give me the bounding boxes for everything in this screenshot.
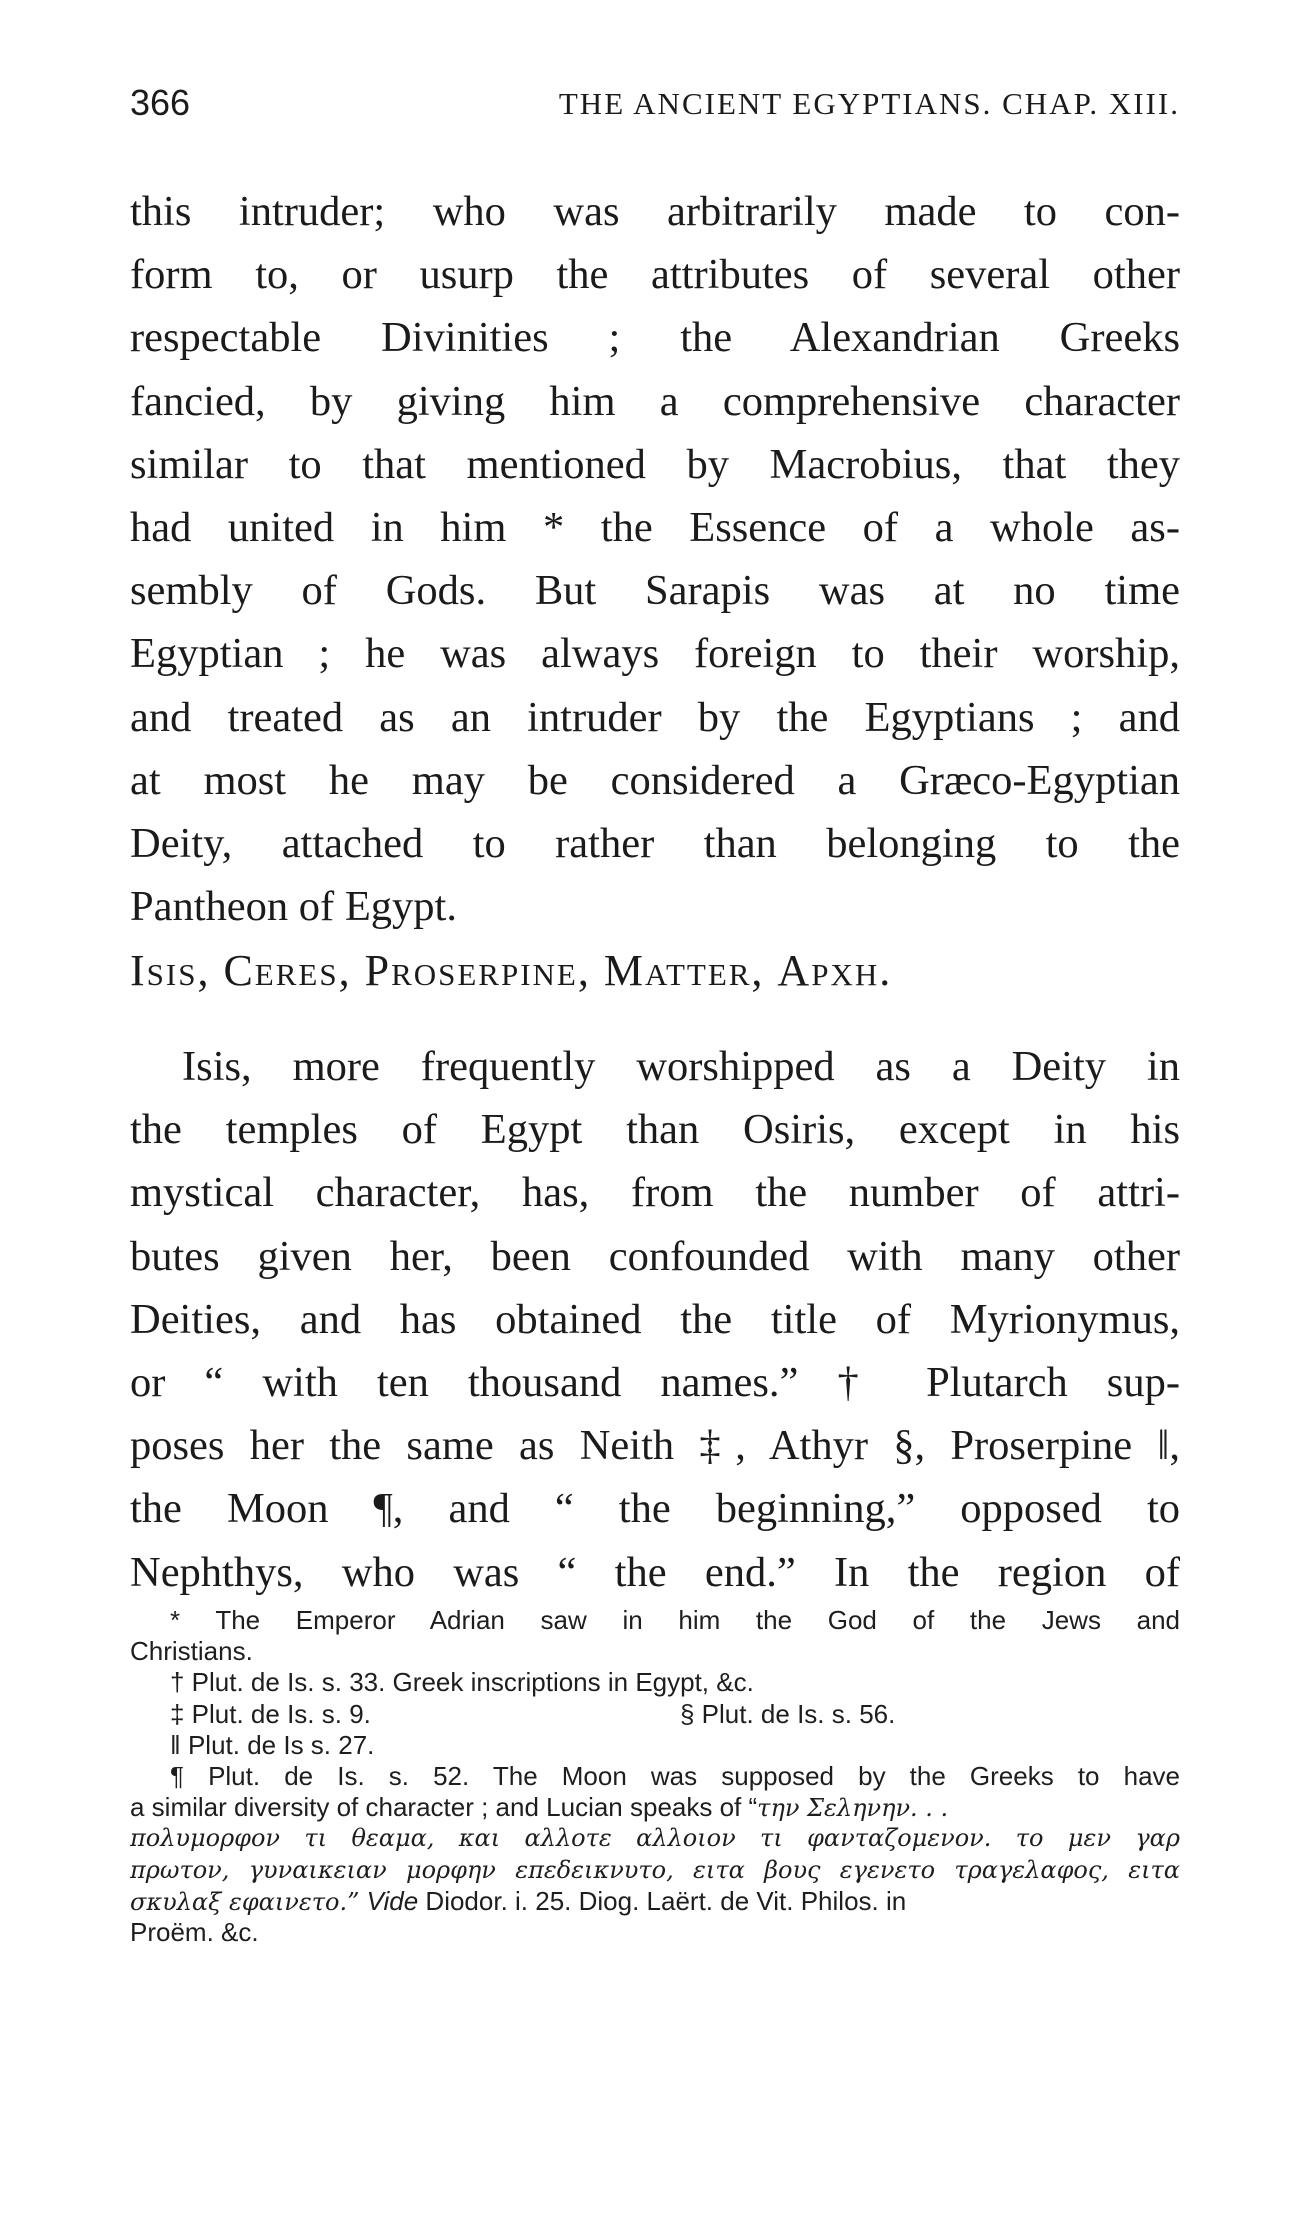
text-line: or “ with ten thousand names.” † Plutarch sup- (130, 1358, 1180, 1406)
text-line: similar to that mentioned by Macrobius, that they (130, 440, 1180, 488)
text-line: the Moon ¶, and “ the beginning,” opposed to (130, 1485, 1180, 1533)
footnotes (130, 1605, 1180, 1948)
greek-quote: την Σεληνην. . . (757, 1794, 949, 1823)
paragraph-sarapis (130, 180, 1180, 938)
footnote-6-text: a similar diversity of character ; and Lucian speaks of “ (130, 1792, 758, 1823)
footnote-2: † Plut. de Is. s. 33. Greek inscriptions in Egypt, &c. (170, 1667, 754, 1698)
text-line: Egyptian ; he was always foreign to their worship, (130, 630, 1180, 678)
footnote-4: § Plut. de Is. s. 56. (680, 1698, 896, 1729)
footnote-6: ¶ Plut. de Is. s. 52. The Moon was supposed by the Greeks to have (170, 1760, 1180, 1791)
text-line: Deity, attached to rather than belonging to the (130, 819, 1180, 867)
footnote-row (130, 1699, 1180, 1730)
greek-quote-line: πολυμορφον τι θεαμα, και αλλοτε αλλοιον τι φανταζομενον. το μεν γαρ (130, 1824, 1180, 1853)
text-line: poses her the same as Neith ‡, Athyr §, Proserpine ‖, (130, 1422, 1180, 1470)
text-line: butes given her, been confounded with many other (130, 1232, 1180, 1280)
text-line: Deities, and has obtained the title of Myrionymus, (130, 1295, 1180, 1343)
footnote-6-line-5 (130, 1886, 1180, 1917)
text-line: this intruder; who was arbitrarily made to con- (130, 188, 1180, 235)
text-line: Pantheon of Egypt. (130, 883, 457, 931)
text-line: at most he may be considered a Græco-Egyptian (130, 756, 1180, 804)
footnote-6-line-2 (130, 1792, 1180, 1823)
text-line: form to, or usurp the attributes of several other (130, 251, 1180, 299)
text-line: sembly of Gods. But Sarapis was at no time (130, 567, 1180, 615)
text-line: and treated as an intruder by the Egyptians ; and (130, 693, 1180, 741)
greek-quote-end: σκυλαξ εφαινετο.” (130, 1887, 360, 1916)
running-head: THE ANCIENT EGYPTIANS. CHAP. XIII. (558, 86, 1180, 121)
text-line: the temples of Egypt than Osiris, except in his (130, 1106, 1180, 1154)
text-line: mystical character, has, from the number of attri- (130, 1169, 1180, 1217)
section-heading: Isis, Ceres, Proserpine, Matter, Αρχη. (130, 946, 893, 995)
footnote-1-continued: Christians. (130, 1636, 253, 1667)
footnote-5: ‖ Plut. de Is s. 27. (170, 1729, 375, 1760)
text-line: Nephthys, who was “ the end.” In the region of (130, 1548, 1180, 1596)
footnote-1: * The Emperor Adrian saw in him the God of the Jews and (170, 1605, 1180, 1635)
text-line: respectable Divinities ; the Alexandrian Greeks (130, 314, 1180, 362)
text-line: Isis, more frequently worshipped as a Deity in (182, 1043, 1180, 1090)
footnote-6-line-6: Proëm. &c. (130, 1916, 259, 1947)
vide-label: Vide (366, 1885, 419, 1916)
footnote-6-citation: Diodor. i. 25. Diog. Laërt. de Vit. Philos. in (425, 1885, 907, 1916)
page-header (130, 82, 1180, 132)
page-number: 366 (130, 82, 191, 123)
text-line: had united in him * the Essence of a whole as- (130, 503, 1180, 551)
paragraph-isis (130, 1035, 1180, 1604)
text-line: fancied, by giving him a comprehensive character (130, 377, 1180, 425)
greek-quote-line: πρωτον, γυναικειαν μορφην επεδεικνυτο, ειτα βους εγενετο τραγελαφος, ειτα (130, 1855, 1180, 1884)
footnote-3: ‡ Plut. de Is. s. 9. (170, 1698, 371, 1729)
